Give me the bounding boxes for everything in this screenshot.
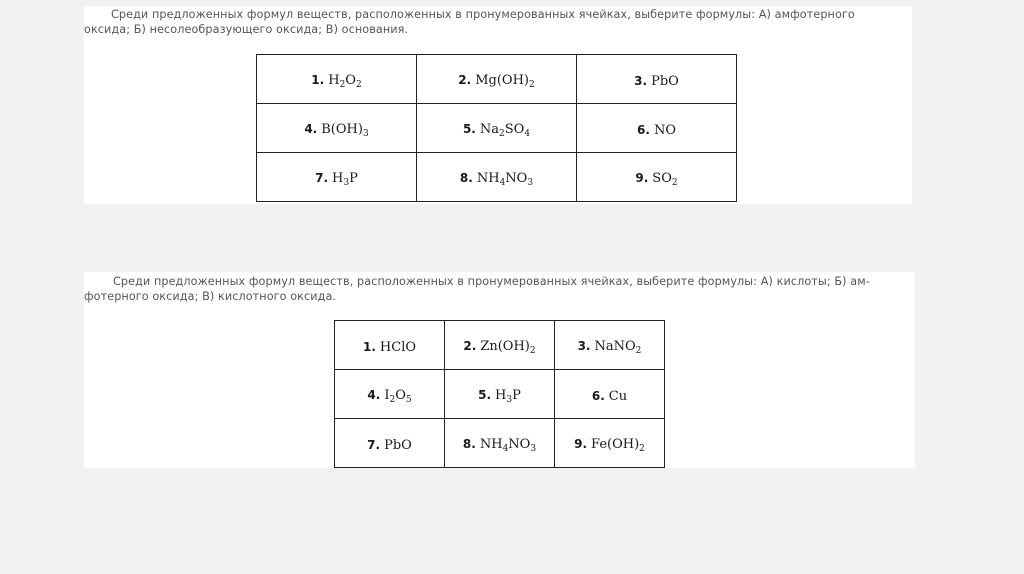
formula-subscript: 2 bbox=[529, 345, 536, 356]
cell-formula: HClO bbox=[379, 339, 417, 355]
task-1-prompt-line-2: оксида; Б) несолеобразующего оксида; В) основания. bbox=[84, 22, 409, 36]
task-2-prompt-line-2: фотерного оксида; В) кислотного оксида. bbox=[84, 289, 337, 303]
formula-subscript: 2 bbox=[339, 79, 346, 90]
formula-cell bbox=[417, 153, 577, 202]
cell-formula: NaNO$_2$ bbox=[594, 338, 642, 356]
formula-cell bbox=[417, 55, 577, 104]
formula-subscript: 2 bbox=[528, 79, 535, 90]
formula-subscript: 2 bbox=[355, 79, 362, 90]
cell-formula: $SO_2$ bbox=[652, 170, 678, 188]
cell-number: 6. bbox=[591, 388, 605, 403]
cell-number: 2. bbox=[463, 338, 477, 353]
formula-subscript: 3 bbox=[506, 394, 513, 405]
formula-cell bbox=[555, 419, 665, 468]
cell-number: 7. bbox=[367, 437, 381, 452]
formula-cell bbox=[335, 321, 445, 370]
cell-number: 4. bbox=[367, 387, 381, 402]
formula-cell bbox=[445, 419, 555, 468]
formula-subscript: 4 bbox=[502, 443, 509, 454]
formula-subscript: 2 bbox=[389, 394, 396, 405]
grid-row bbox=[335, 321, 665, 370]
cell-number: 6. bbox=[637, 122, 650, 137]
task-1-panel bbox=[84, 6, 912, 204]
cell-formula: PbO bbox=[651, 73, 679, 89]
cell-formula: $Fe(OH)_2$ bbox=[591, 436, 645, 454]
cell-number: 7. bbox=[315, 170, 329, 185]
grid-row bbox=[257, 153, 737, 202]
cell-number: 8. bbox=[459, 170, 473, 185]
formula-cell bbox=[257, 55, 417, 104]
cell-formula: $Mg(OH)_2$ bbox=[475, 72, 535, 90]
formula-subscript: 3 bbox=[530, 443, 537, 454]
formula-subscript: 3 bbox=[343, 177, 350, 188]
cell-formula: $H_2O_2$ bbox=[328, 72, 362, 90]
cell-formula: $NH_4NO_3$ bbox=[476, 170, 534, 188]
cell-formula: NO bbox=[653, 122, 676, 138]
cell-number: 5. bbox=[478, 387, 492, 402]
grid-row bbox=[257, 104, 737, 153]
cell-number: 4. bbox=[304, 121, 318, 136]
cell-formula: $I_2O_5$ bbox=[384, 387, 412, 405]
formula-subscript: 4 bbox=[499, 177, 506, 188]
formula-cell bbox=[445, 370, 555, 419]
grid-row bbox=[257, 55, 737, 104]
formula-subscript: 4 bbox=[524, 128, 531, 139]
task-2-formula-grid bbox=[334, 320, 665, 468]
formula-cell bbox=[577, 104, 737, 153]
formula-subscript: 3 bbox=[362, 128, 369, 139]
cell-number: 9. bbox=[574, 436, 588, 451]
cell-formula: $Zn(OH)_2$ bbox=[480, 338, 536, 356]
cell-number: 1. bbox=[362, 339, 376, 354]
cell-number: 1. bbox=[311, 72, 325, 87]
formula-cell bbox=[555, 370, 665, 419]
formula-cell bbox=[577, 55, 737, 104]
cell-formula: $H_3P$ bbox=[332, 170, 358, 188]
formula-subscript: 2 bbox=[499, 128, 505, 139]
formula-cell bbox=[445, 321, 555, 370]
task-2-prompt-line-1: Среди предложенных формул веществ, расположенных в пронумерованных ячейках, выберите формулы: А) кислоты; Б) ам- bbox=[113, 275, 870, 288]
grid-row bbox=[335, 419, 665, 468]
cell-formula: $Na_2SO_4$ bbox=[479, 121, 531, 139]
formula-cell bbox=[555, 321, 665, 370]
formula-cell bbox=[257, 104, 417, 153]
formula-subscript: 5 bbox=[405, 394, 412, 405]
formula-subscript: 2 bbox=[639, 443, 645, 454]
formula-cell bbox=[577, 153, 737, 202]
formula-cell bbox=[417, 104, 577, 153]
cell-number: 3. bbox=[577, 338, 591, 353]
task-2-panel bbox=[84, 272, 915, 468]
cell-formula: Cu bbox=[608, 388, 628, 404]
cell-number: 9. bbox=[635, 170, 649, 185]
cell-number: 8. bbox=[462, 436, 476, 451]
cell-formula: $H_3P$ bbox=[495, 387, 521, 405]
formula-cell bbox=[335, 370, 445, 419]
cell-number: 2. bbox=[458, 72, 472, 87]
cell-formula: $B(OH)_3$ bbox=[321, 121, 369, 139]
cell-formula: PbO bbox=[384, 437, 412, 453]
cell-formula: $NH_4NO_3$ bbox=[479, 436, 537, 454]
task-1-prompt bbox=[84, 8, 855, 37]
formula-subscript: 3 bbox=[527, 177, 534, 188]
task-2-prompt bbox=[84, 275, 870, 304]
formula-subscript: 2 bbox=[671, 177, 678, 188]
grid-row bbox=[335, 370, 665, 419]
task-1-formula-grid bbox=[256, 54, 737, 202]
cell-number: 5. bbox=[462, 121, 476, 136]
cell-number: 3. bbox=[634, 73, 648, 88]
task-1-prompt-line-1: Среди предложенных формул веществ, расположенных в пронумерованных ячейках, выберите формулы: А) амфотерного bbox=[111, 8, 855, 21]
formula-cell bbox=[257, 153, 417, 202]
formula-subscript: 2 bbox=[635, 345, 642, 356]
formula-cell bbox=[335, 419, 445, 468]
